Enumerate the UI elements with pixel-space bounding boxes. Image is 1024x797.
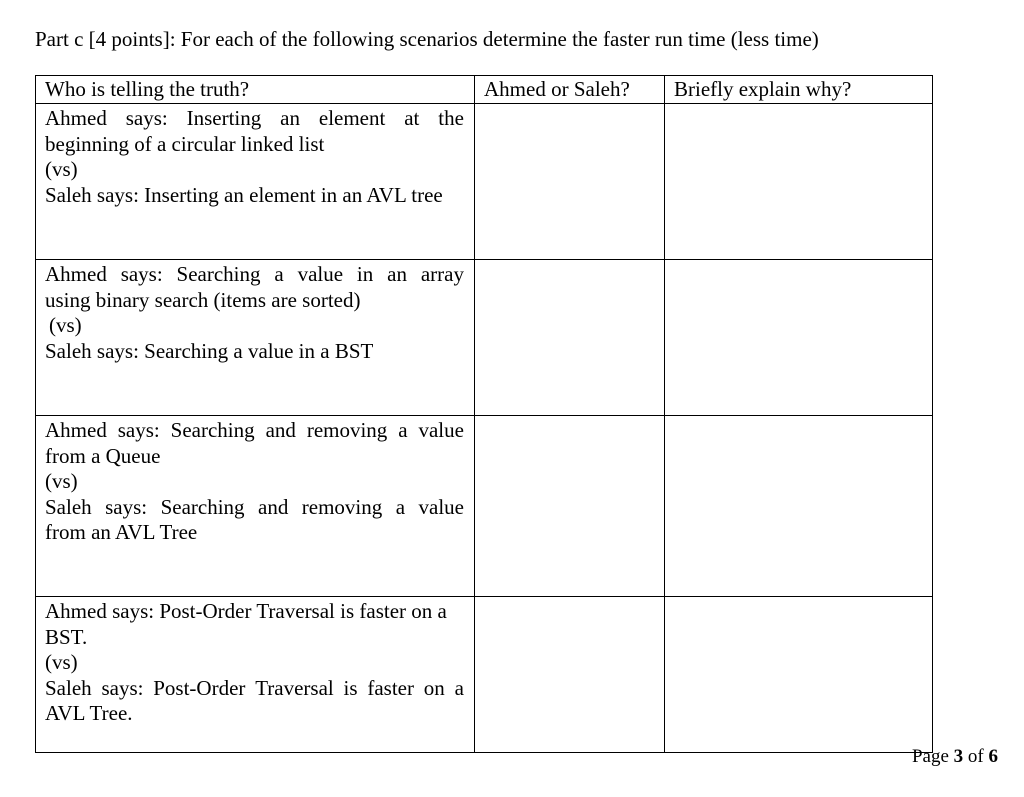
scenario-line: Saleh says: Post-Order Traversal is faster on a xyxy=(45,675,464,700)
page-number xyxy=(912,745,998,769)
scenario-cell xyxy=(36,260,475,416)
page-current: 3 xyxy=(953,746,964,767)
scenario-cell xyxy=(36,104,475,260)
table-row xyxy=(36,260,933,416)
scenario-line: (vs) xyxy=(45,650,78,674)
page-word: Page xyxy=(911,746,949,767)
header-who-is-telling-truth: Who is telling the truth? xyxy=(36,76,475,104)
scenario-line: (vs) xyxy=(49,313,82,337)
scenario-line: AVL Tree. xyxy=(45,701,133,725)
scenario-line: using binary search (items are sorted) xyxy=(45,287,361,312)
answer-cell[interactable] xyxy=(475,260,665,416)
scenario-line: Ahmed says: Inserting an element at the xyxy=(45,106,464,130)
table-row xyxy=(36,416,933,597)
scenario-line: Ahmed says: Post-Order Traversal is faster on a xyxy=(45,599,447,623)
header-ahmed-or-saleh: Ahmed or Saleh? xyxy=(475,76,665,104)
answer-cell[interactable] xyxy=(475,104,665,260)
scenario-line: beginning of a circular linked list xyxy=(45,131,325,156)
scenario-cell xyxy=(36,416,475,597)
explanation-cell[interactable] xyxy=(665,597,933,753)
scenario-line: (vs) xyxy=(45,157,78,181)
table-row xyxy=(36,597,933,753)
answer-cell[interactable] xyxy=(475,416,665,597)
explanation-cell[interactable] xyxy=(665,260,933,416)
page-total: 6 xyxy=(988,746,998,767)
header-briefly-explain: Briefly explain why? xyxy=(665,76,933,104)
scenario-cell xyxy=(36,597,475,753)
scenario-line: Ahmed says: Searching a value in an array xyxy=(45,262,464,286)
scenario-line: from an AVL Tree xyxy=(45,520,198,544)
scenario-line: Ahmed says: Searching and removing a value xyxy=(45,418,464,442)
answer-cell[interactable] xyxy=(475,597,665,753)
scenario-table xyxy=(35,75,933,753)
scenario-line: from a Queue xyxy=(45,443,161,468)
scenario-line: BST. xyxy=(45,624,88,649)
table-row xyxy=(36,104,933,260)
scenario-line: Saleh says: Searching a value in a BST xyxy=(45,338,374,363)
table-header-row xyxy=(36,76,933,104)
of-word: of xyxy=(967,746,984,767)
page-heading: Part c [4 points]: For each of the following scenarios determine the faster run time (less time) xyxy=(35,27,819,51)
scenario-line: Saleh says: Inserting an element in an AVL tree xyxy=(45,182,443,207)
scenario-line: Saleh says: Searching and removing a value xyxy=(45,494,464,519)
scenario-line: (vs) xyxy=(45,469,78,493)
explanation-cell[interactable] xyxy=(665,416,933,597)
explanation-cell[interactable] xyxy=(665,104,933,260)
